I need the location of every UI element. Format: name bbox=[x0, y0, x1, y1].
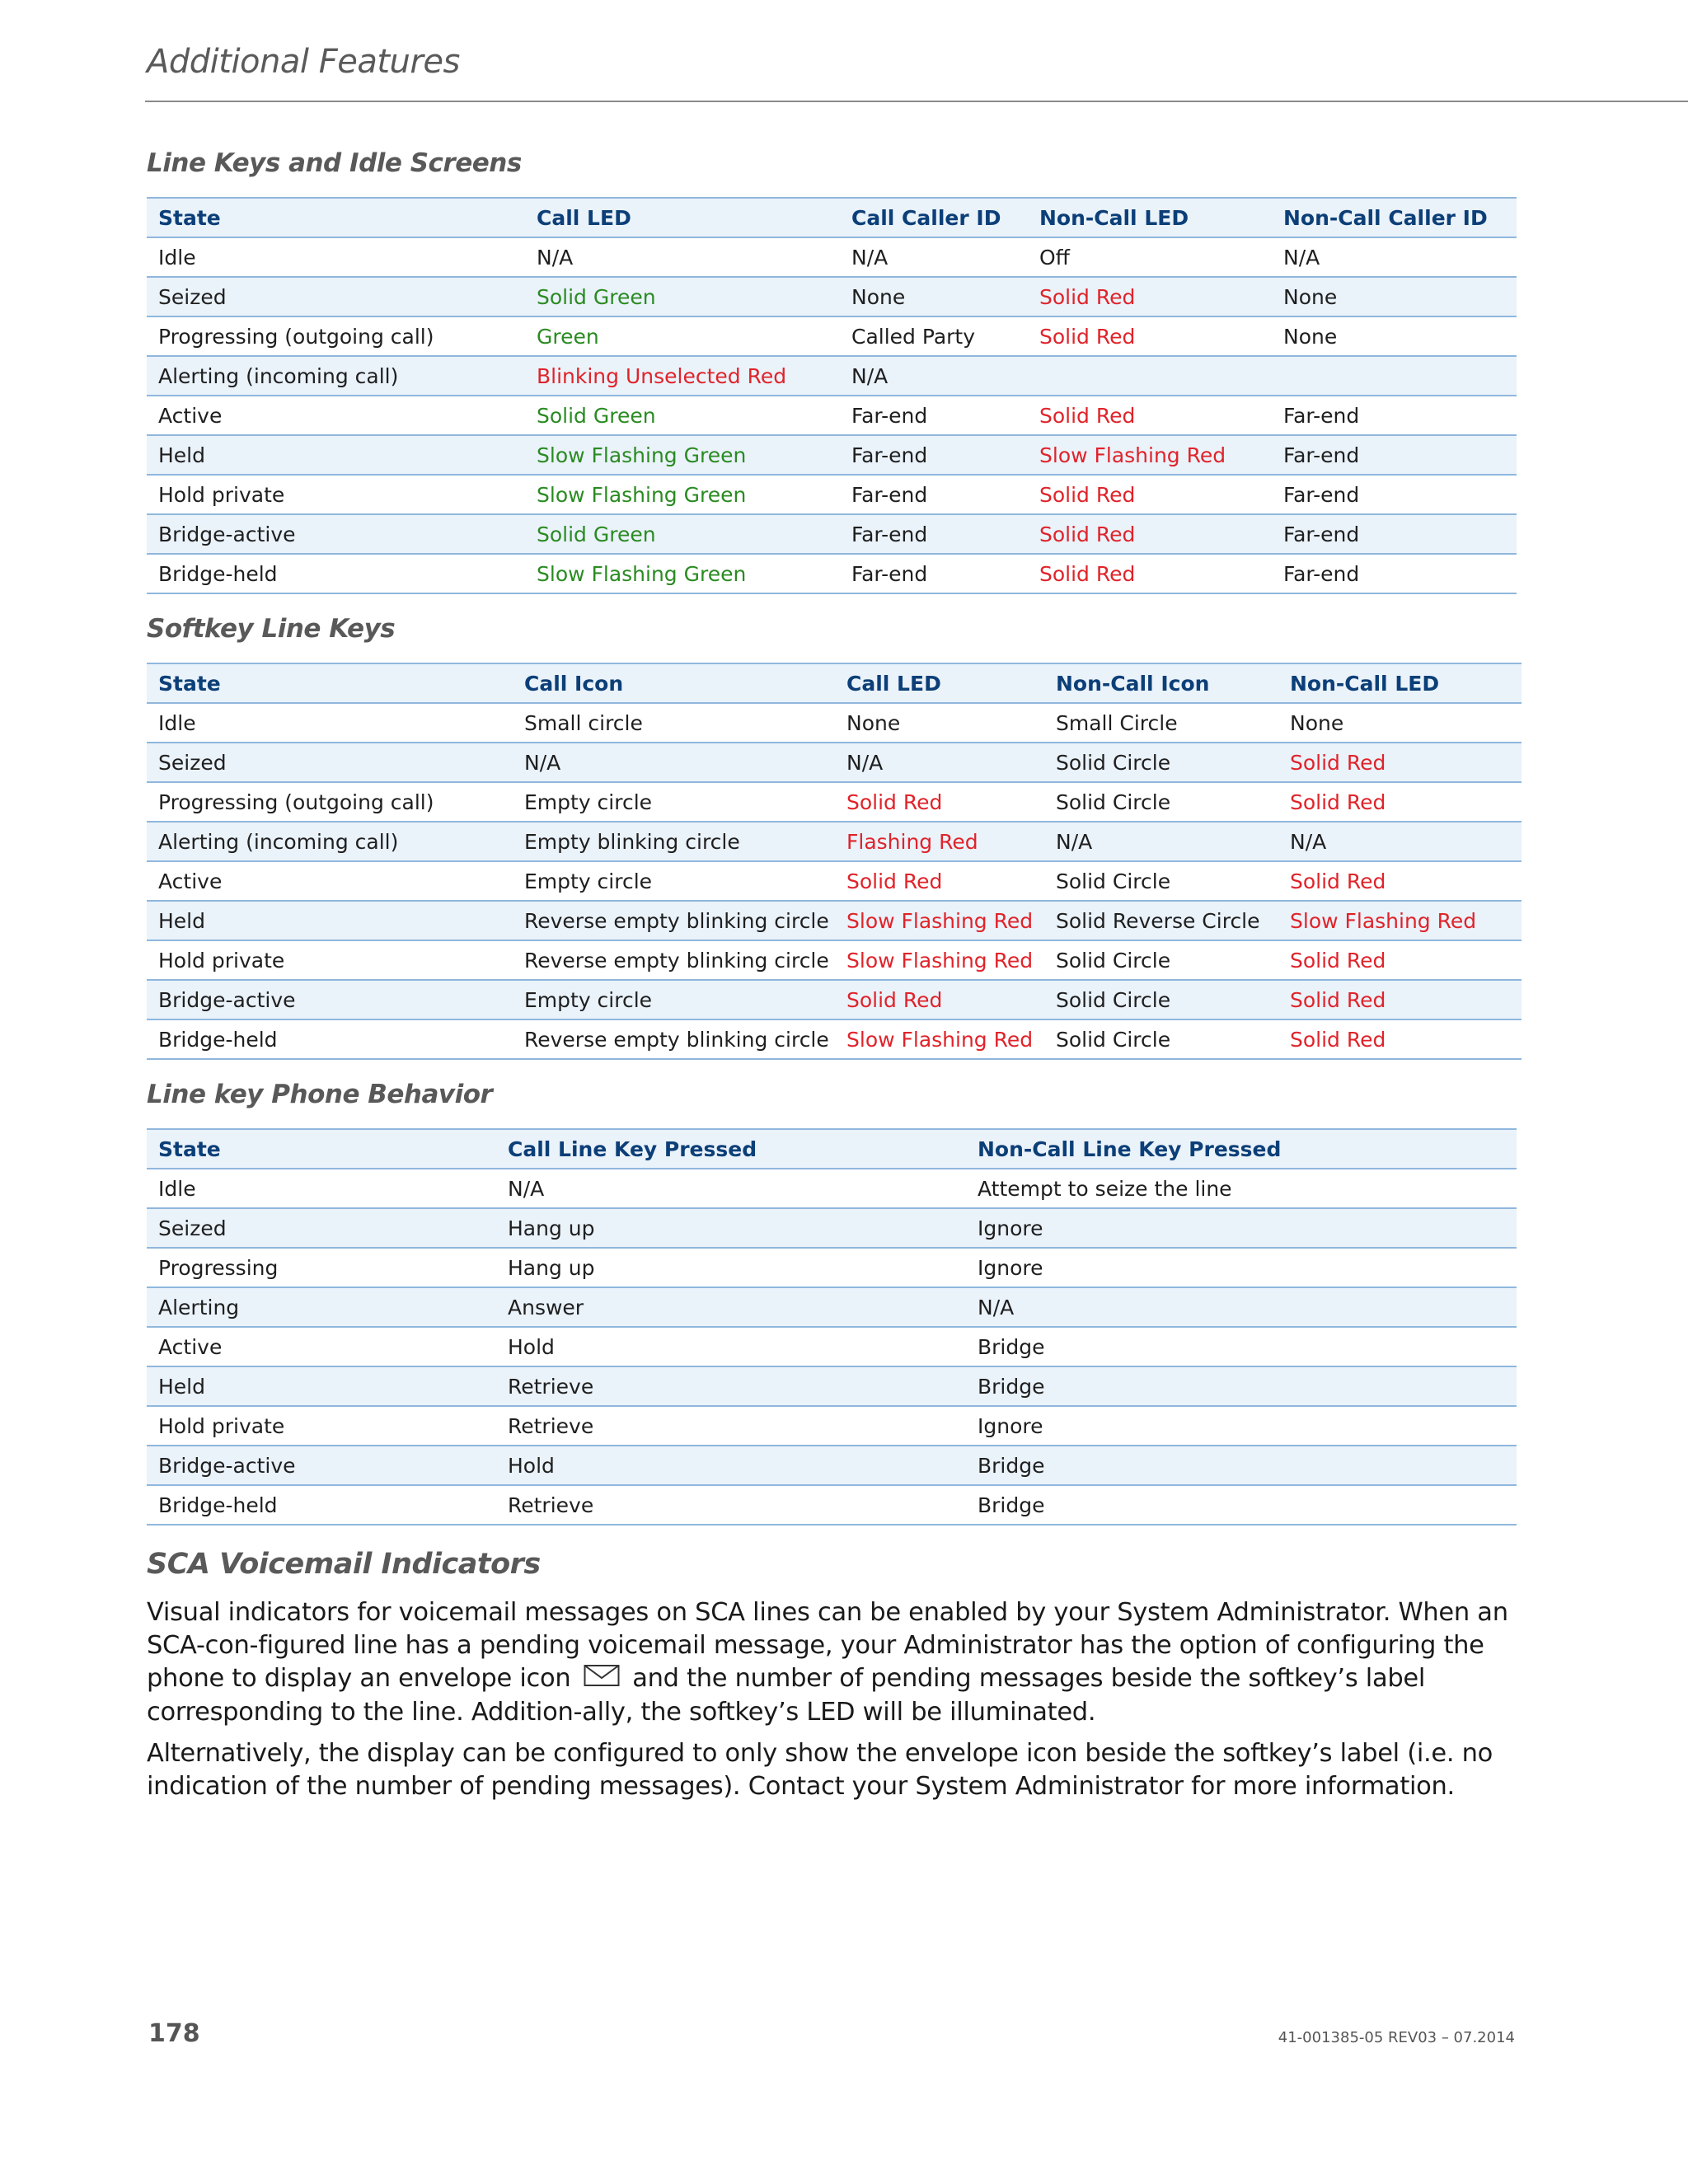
table-cell: Empty circle bbox=[513, 861, 835, 901]
table-cell: Solid Red bbox=[1278, 861, 1522, 901]
table-cell: Slow Flashing Red bbox=[835, 901, 1044, 940]
table-cell: Hold bbox=[496, 1446, 966, 1485]
table-row bbox=[147, 237, 1517, 277]
table-cell: Ignore bbox=[966, 1406, 1517, 1446]
voicemail-paragraph-1 bbox=[147, 1596, 1518, 1729]
table-row bbox=[147, 554, 1517, 593]
table-cell: Retrieve bbox=[496, 1406, 966, 1446]
table-row bbox=[147, 1019, 1522, 1059]
table-cell: Far-end bbox=[1272, 435, 1517, 475]
table-cell: Solid Green bbox=[525, 514, 840, 554]
table-cell: None bbox=[1272, 277, 1517, 316]
table-cell: N/A bbox=[525, 237, 840, 277]
table-cell: Solid Red bbox=[1278, 980, 1522, 1019]
table-cell: Far-end bbox=[840, 435, 1028, 475]
table-row bbox=[147, 1366, 1517, 1406]
table-cell: Solid Red bbox=[1028, 514, 1272, 554]
table-cell: Empty blinking circle bbox=[513, 822, 835, 861]
table-cell: Idle bbox=[147, 1169, 496, 1208]
table-cell: Ignore bbox=[966, 1248, 1517, 1287]
table-cell: Idle bbox=[147, 703, 513, 743]
section-title-softkey-line-keys: Softkey Line Keys bbox=[147, 614, 396, 644]
table-row bbox=[147, 1327, 1517, 1366]
table-cell: Far-end bbox=[840, 554, 1028, 593]
table-cell: None bbox=[1272, 316, 1517, 356]
table-cell: Progressing (outgoing call) bbox=[147, 316, 525, 356]
table-row bbox=[147, 1287, 1517, 1327]
line-key-phone-behavior-table bbox=[147, 1128, 1517, 1526]
table-cell: Slow Flashing Green bbox=[525, 475, 840, 514]
column-header: State bbox=[147, 663, 513, 703]
table-cell: N/A bbox=[496, 1169, 966, 1208]
table-cell: Solid Red bbox=[1278, 782, 1522, 822]
table-cell: Slow Flashing Green bbox=[525, 435, 840, 475]
table-cell: Solid Red bbox=[1278, 1019, 1522, 1059]
table-cell: Solid Circle bbox=[1044, 980, 1278, 1019]
table-cell: Bridge-held bbox=[147, 1019, 513, 1059]
table-row bbox=[147, 316, 1517, 356]
table-row bbox=[147, 1248, 1517, 1287]
table-row bbox=[147, 1208, 1517, 1248]
section-title-line-keys: Line Keys and Idle Screens bbox=[147, 148, 522, 178]
table-cell: Solid Red bbox=[835, 782, 1044, 822]
page-number: 178 bbox=[148, 2019, 200, 2048]
table-cell: Solid Circle bbox=[1044, 861, 1278, 901]
column-header: Call LED bbox=[835, 663, 1044, 703]
table-cell: Alerting (incoming call) bbox=[147, 356, 525, 396]
table-cell: Reverse empty blinking circle bbox=[513, 940, 835, 980]
table-row bbox=[147, 940, 1522, 980]
table-cell: Reverse empty blinking circle bbox=[513, 1019, 835, 1059]
column-header: Call LED bbox=[525, 198, 840, 237]
column-header: Non-Call LED bbox=[1278, 663, 1522, 703]
table-cell: Solid Red bbox=[1278, 743, 1522, 782]
table-cell: Green bbox=[525, 316, 840, 356]
table-cell: Progressing bbox=[147, 1248, 496, 1287]
table-row bbox=[147, 435, 1517, 475]
table-cell: Solid Red bbox=[1278, 940, 1522, 980]
voicemail-paragraph-1-text-b: and the number of pending messages beside the softkey’s label corresponding to the line. Addition-ally, the softkey’s LED will be illuminated. bbox=[147, 1664, 1426, 1727]
table-row bbox=[147, 1446, 1517, 1485]
table-cell: Hold private bbox=[147, 475, 525, 514]
table-cell: Reverse empty blinking circle bbox=[513, 901, 835, 940]
table-cell: Hold bbox=[496, 1327, 966, 1366]
table-cell: Bridge bbox=[966, 1327, 1517, 1366]
table-cell: N/A bbox=[513, 743, 835, 782]
table-row bbox=[147, 703, 1522, 743]
table-cell: Hang up bbox=[496, 1248, 966, 1287]
section-title-sca-voicemail: SCA Voicemail Indicators bbox=[147, 1548, 541, 1581]
table-cell: Slow Flashing Red bbox=[835, 1019, 1044, 1059]
table-cell: Off bbox=[1028, 237, 1272, 277]
table-cell: Hang up bbox=[496, 1208, 966, 1248]
column-header: Non-Call Caller ID bbox=[1272, 198, 1517, 237]
table-cell: Hold private bbox=[147, 1406, 496, 1446]
table-cell: Bridge-active bbox=[147, 1446, 496, 1485]
table-row bbox=[147, 980, 1522, 1019]
table-cell bbox=[1272, 356, 1517, 396]
table-cell: Solid Circle bbox=[1044, 743, 1278, 782]
table-cell: Held bbox=[147, 435, 525, 475]
column-header: Non-Call Icon bbox=[1044, 663, 1278, 703]
table-cell: None bbox=[835, 703, 1044, 743]
document-id: 41-001385-05 REV03 – 07.2014 bbox=[1278, 2029, 1515, 2046]
table-cell: Far-end bbox=[840, 396, 1028, 435]
table-row bbox=[147, 861, 1522, 901]
table-cell: Active bbox=[147, 1327, 496, 1366]
table-cell: Slow Flashing Green bbox=[525, 554, 840, 593]
table-cell: Solid Green bbox=[525, 277, 840, 316]
table-row bbox=[147, 1485, 1517, 1525]
voicemail-paragraph-1-text-a: Visual indicators for voicemail messages on SCA lines can be enabled by your System Administrator. When an SCA-con-figured line has a pending voicemail message, your Administrator has the option of configuring the phone to display an envelope icon bbox=[147, 1598, 1508, 1693]
column-header: Call Line Key Pressed bbox=[496, 1129, 966, 1169]
table-row bbox=[147, 277, 1517, 316]
table-cell bbox=[1028, 356, 1272, 396]
table-cell: Solid Reverse Circle bbox=[1044, 901, 1278, 940]
table-cell: Solid Red bbox=[1028, 277, 1272, 316]
table-cell: Solid Red bbox=[1028, 316, 1272, 356]
table-cell: Called Party bbox=[840, 316, 1028, 356]
table-cell: Solid Circle bbox=[1044, 1019, 1278, 1059]
table-cell: Solid Red bbox=[835, 861, 1044, 901]
table-cell: N/A bbox=[1272, 237, 1517, 277]
table-cell: Bridge bbox=[966, 1446, 1517, 1485]
table-cell: Held bbox=[147, 901, 513, 940]
table-cell: N/A bbox=[835, 743, 1044, 782]
table-cell: Blinking Unselected Red bbox=[525, 356, 840, 396]
table-cell: Seized bbox=[147, 277, 525, 316]
table-cell: Small circle bbox=[513, 703, 835, 743]
column-header: Call Icon bbox=[513, 663, 835, 703]
table-cell: Slow Flashing Red bbox=[1278, 901, 1522, 940]
table-cell: Bridge bbox=[966, 1485, 1517, 1525]
column-header: Non-Call Line Key Pressed bbox=[966, 1129, 1517, 1169]
envelope-icon bbox=[584, 1663, 620, 1696]
table-cell: Solid Green bbox=[525, 396, 840, 435]
header-divider bbox=[145, 101, 1688, 102]
table-row bbox=[147, 901, 1522, 940]
table-cell: Far-end bbox=[1272, 475, 1517, 514]
table-row bbox=[147, 782, 1522, 822]
table-row bbox=[147, 396, 1517, 435]
table-row bbox=[147, 1406, 1517, 1446]
table-cell: Solid Circle bbox=[1044, 940, 1278, 980]
table-cell: N/A bbox=[840, 356, 1028, 396]
table-row bbox=[147, 743, 1522, 782]
table-cell: Far-end bbox=[840, 475, 1028, 514]
voicemail-paragraph-2: Alternatively, the display can be configured to only show the envelope icon beside the softkey’s label (i.e. no indication of the number of pending messages). Contact your System Administrator for more information. bbox=[147, 1739, 1493, 1801]
page-header-title: Additional Features bbox=[147, 43, 460, 81]
table-row bbox=[147, 514, 1517, 554]
table-cell: Solid Red bbox=[835, 980, 1044, 1019]
table-cell: Attempt to seize the line bbox=[966, 1169, 1517, 1208]
table-cell: Slow Flashing Red bbox=[835, 940, 1044, 980]
table-cell: Active bbox=[147, 396, 525, 435]
table-cell: Ignore bbox=[966, 1208, 1517, 1248]
table-row bbox=[147, 822, 1522, 861]
table-cell: Alerting bbox=[147, 1287, 496, 1327]
column-header: State bbox=[147, 1129, 496, 1169]
table-cell: Alerting (incoming call) bbox=[147, 822, 513, 861]
table-cell: Solid Circle bbox=[1044, 782, 1278, 822]
line-keys-idle-screens-table bbox=[147, 197, 1517, 594]
table-cell: Empty circle bbox=[513, 980, 835, 1019]
table-cell: Empty circle bbox=[513, 782, 835, 822]
table-cell: Bridge-held bbox=[147, 1485, 496, 1525]
table-cell: Solid Red bbox=[1028, 396, 1272, 435]
table-cell: Progressing (outgoing call) bbox=[147, 782, 513, 822]
table-cell: Small Circle bbox=[1044, 703, 1278, 743]
table-cell: N/A bbox=[840, 237, 1028, 277]
table-row bbox=[147, 356, 1517, 396]
table-cell: Far-end bbox=[1272, 396, 1517, 435]
table-cell: N/A bbox=[1278, 822, 1522, 861]
table-cell: Seized bbox=[147, 1208, 496, 1248]
table-cell: Retrieve bbox=[496, 1485, 966, 1525]
column-header: State bbox=[147, 198, 525, 237]
table-cell: Solid Red bbox=[1028, 554, 1272, 593]
table-cell: Idle bbox=[147, 237, 525, 277]
table-cell: Bridge-active bbox=[147, 514, 525, 554]
section-title-line-key-phone-behavior: Line key Phone Behavior bbox=[147, 1080, 493, 1109]
table-cell: Seized bbox=[147, 743, 513, 782]
table-cell: Hold private bbox=[147, 940, 513, 980]
table-cell: Far-end bbox=[1272, 514, 1517, 554]
table-cell: Retrieve bbox=[496, 1366, 966, 1406]
table-cell: N/A bbox=[1044, 822, 1278, 861]
softkey-line-keys-table bbox=[147, 663, 1522, 1060]
table-cell: Slow Flashing Red bbox=[1028, 435, 1272, 475]
table-cell: Flashing Red bbox=[835, 822, 1044, 861]
table-cell: N/A bbox=[966, 1287, 1517, 1327]
column-header: Non-Call LED bbox=[1028, 198, 1272, 237]
table-cell: Answer bbox=[496, 1287, 966, 1327]
table-cell: Bridge-active bbox=[147, 980, 513, 1019]
table-row bbox=[147, 475, 1517, 514]
column-header: Call Caller ID bbox=[840, 198, 1028, 237]
table-cell: Active bbox=[147, 861, 513, 901]
table-cell: None bbox=[1278, 703, 1522, 743]
table-cell: Solid Red bbox=[1028, 475, 1272, 514]
table-cell: Far-end bbox=[840, 514, 1028, 554]
table-cell: Held bbox=[147, 1366, 496, 1406]
table-cell: Bridge-held bbox=[147, 554, 525, 593]
table-cell: None bbox=[840, 277, 1028, 316]
table-row bbox=[147, 1169, 1517, 1208]
table-cell: Bridge bbox=[966, 1366, 1517, 1406]
table-cell: Far-end bbox=[1272, 554, 1517, 593]
